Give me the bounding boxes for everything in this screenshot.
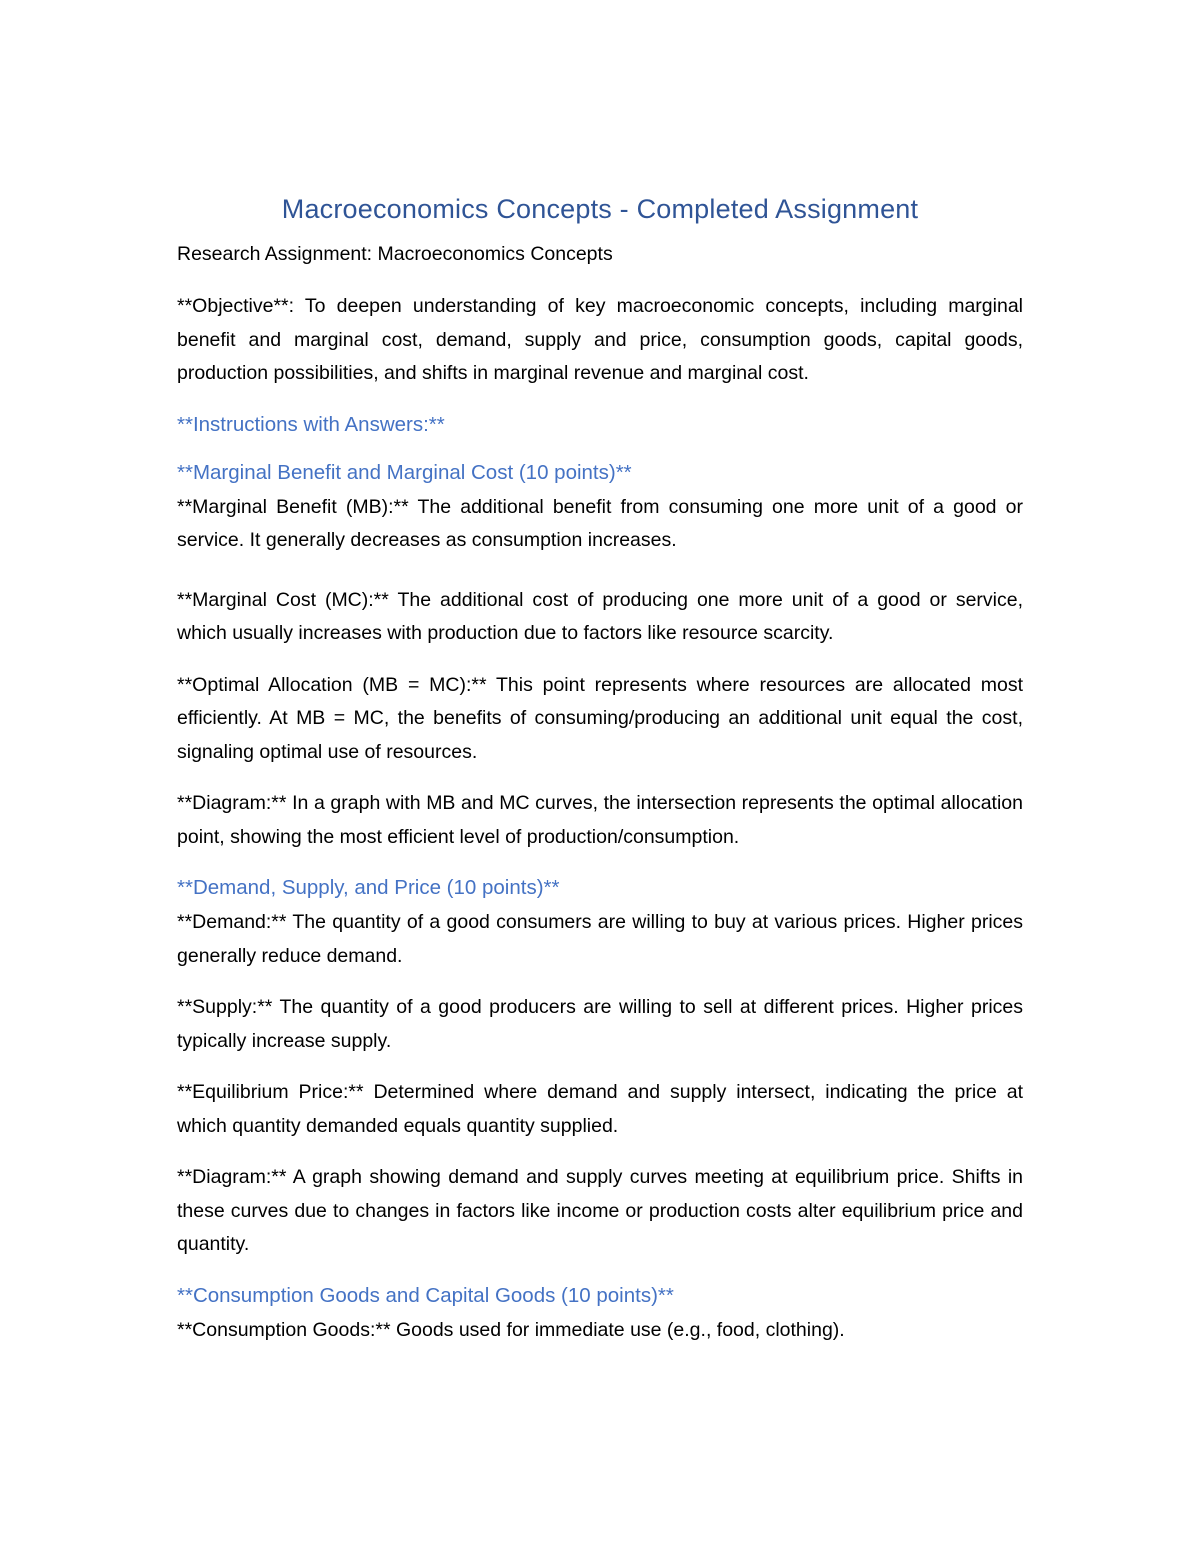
paragraph-optimal-allocation: **Optimal Allocation (MB = MC):** This point represents where resources are allocated most efficiently. At MB = MC, the benefits of consuming/producing an additional unit equal the cost, signaling optimal use of resources. <box>177 673 1023 763</box>
paragraph-marginal-cost: **Marginal Cost (MC):** The additional cost of producing one more unit of a good or service, which usually increases with production due to factors like resource scarcity. <box>177 588 1023 644</box>
paragraph-mb-mc-diagram: **Diagram:** In a graph with MB and MC curves, the intersection represents the optimal allocation point, showing the most efficient level of production/consumption. <box>177 792 1023 848</box>
paragraph-equilibrium-price: **Equilibrium Price:** Determined where demand and supply intersect, indicating the price at which quantity demanded equals quantity supplied. <box>177 1081 1023 1137</box>
document-title: Macroeconomics Concepts - Completed Assignment <box>281 194 919 224</box>
document-content <box>177 192 1023 1347</box>
paragraph-demand: **Demand:** The quantity of a good consumers are willing to buy at various prices. Higher prices generally reduce demand. <box>177 911 1023 967</box>
instructions-heading: **Instructions with Answers:** <box>177 412 445 436</box>
document-subtitle: Research Assignment: Macroeconomics Concepts <box>177 243 613 265</box>
paragraph-supply: **Supply:** The quantity of a good producers are willing to sell at different prices. Higher prices typically increase supply. <box>177 996 1023 1052</box>
section-heading-consumption-capital-goods: **Consumption Goods and Capital Goods (10 points)** <box>177 1283 674 1307</box>
objective-paragraph: **Objective**: To deepen understanding of key macroeconomic concepts, including marginal benefit and marginal cost, demand, supply and price, consumption goods, capital goods, production possibilities, and shifts in marginal revenue and marginal cost. <box>177 295 1023 384</box>
section-heading-marginal-benefit-cost: **Marginal Benefit and Marginal Cost (10 points)** <box>177 460 632 484</box>
paragraph-consumption-goods: **Consumption Goods:** Goods used for immediate use (e.g., food, clothing). <box>177 1318 845 1341</box>
paragraph-supply-demand-diagram: **Diagram:** A graph showing demand and supply curves meeting at equilibrium price. Shifts in these curves due to changes in factors like income or production costs alter equilibrium price and quantity. <box>177 1166 1023 1255</box>
section-heading-demand-supply-price: **Demand, Supply, and Price (10 points)** <box>177 876 560 899</box>
paragraph-marginal-benefit: **Marginal Benefit (MB):** The additional benefit from consuming one more unit of a good or service. It generally decreases as consumption increases. <box>177 495 1023 551</box>
